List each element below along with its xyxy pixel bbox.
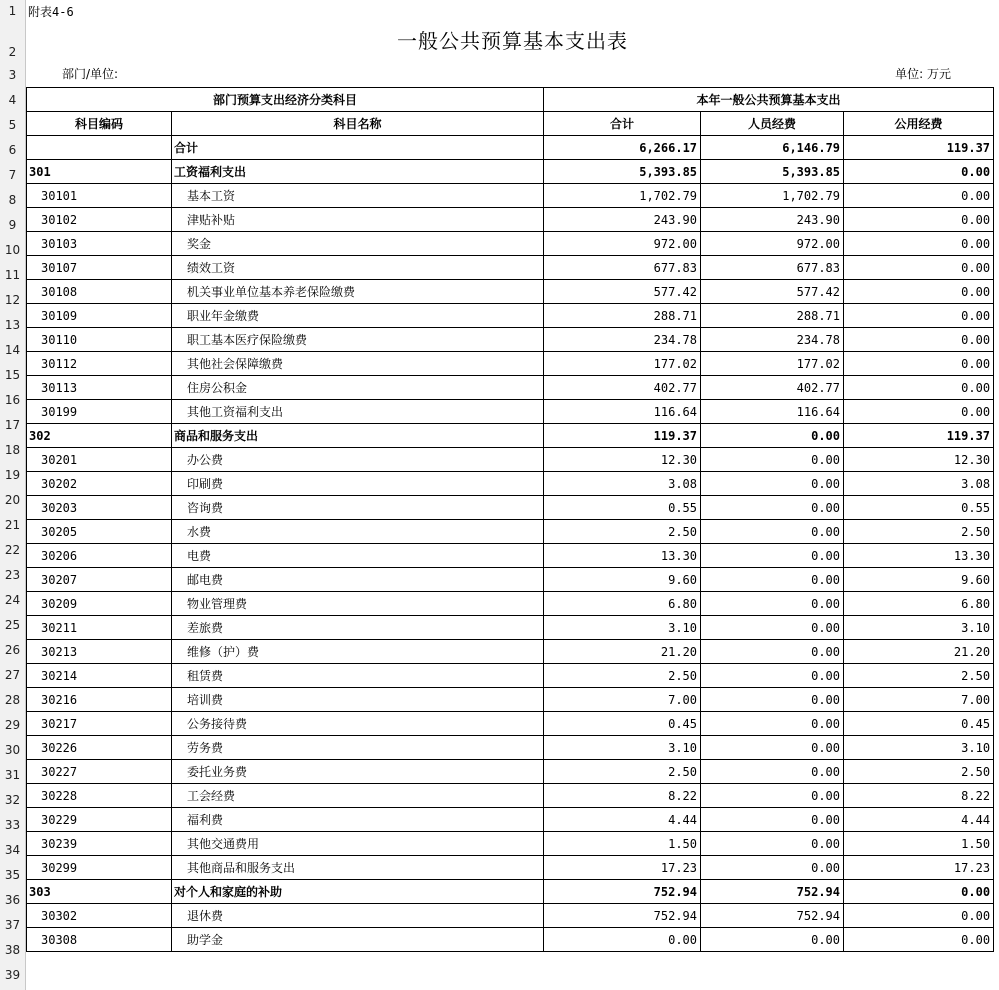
code-cell[interactable]: 30201 (27, 448, 172, 472)
header-row-columns (27, 112, 994, 136)
personnel-cell[interactable]: 0.00 (701, 640, 844, 664)
total-cell[interactable]: 677.83 (544, 256, 701, 280)
name-cell[interactable]: 职业年金缴费 (172, 304, 544, 328)
row-number[interactable]: 27 (4, 668, 21, 682)
name-cell[interactable]: 培训费 (172, 688, 544, 712)
budget-table (26, 87, 994, 952)
name-cell[interactable]: 工资福利支出 (172, 160, 544, 184)
personnel-cell[interactable]: 0.00 (701, 832, 844, 856)
name-cell[interactable]: 其他工资福利支出 (172, 400, 544, 424)
personnel-cell[interactable]: 752.94 (701, 880, 844, 904)
total-name-cell[interactable]: 合计 (172, 136, 544, 160)
total-cell[interactable]: 3.10 (544, 736, 701, 760)
table-row (27, 352, 994, 376)
personnel-cell[interactable]: 0.00 (701, 592, 844, 616)
row-number[interactable]: 5 (8, 118, 17, 132)
total-cell[interactable]: 2.50 (544, 520, 701, 544)
total-cell[interactable]: 2.50 (544, 664, 701, 688)
code-cell[interactable]: 30206 (27, 544, 172, 568)
name-cell[interactable]: 公务接待费 (172, 712, 544, 736)
personnel-cell[interactable]: 0.00 (701, 448, 844, 472)
code-cell[interactable]: 30226 (27, 736, 172, 760)
table-row (27, 448, 994, 472)
total-cell[interactable]: 972.00 (544, 232, 701, 256)
personnel-cell[interactable]: 0.00 (701, 928, 844, 952)
public-cell[interactable]: 1.50 (844, 832, 994, 856)
total-cell[interactable]: 752.94 (544, 880, 701, 904)
personnel-cell[interactable]: 752.94 (701, 904, 844, 928)
name-cell[interactable]: 福利费 (172, 808, 544, 832)
row-number[interactable]: 10 (4, 243, 21, 257)
name-cell[interactable]: 其他社会保障缴费 (172, 352, 544, 376)
name-cell[interactable]: 委托业务费 (172, 760, 544, 784)
code-cell[interactable]: 30107 (27, 256, 172, 280)
code-cell[interactable]: 30202 (27, 472, 172, 496)
name-cell[interactable]: 办公费 (172, 448, 544, 472)
personnel-cell[interactable]: 234.78 (701, 328, 844, 352)
total-cell[interactable]: 17.23 (544, 856, 701, 880)
public-cell[interactable]: 0.00 (844, 280, 994, 304)
row-number[interactable]: 13 (4, 318, 21, 332)
table-row (27, 736, 994, 760)
row-number[interactable]: 30 (4, 743, 21, 757)
code-cell[interactable]: 30101 (27, 184, 172, 208)
table-row (27, 568, 994, 592)
personnel-cell[interactable]: 0.00 (701, 568, 844, 592)
row-number[interactable]: 3 (8, 68, 17, 82)
row-number[interactable]: 15 (4, 368, 21, 382)
row-number[interactable]: 35 (4, 868, 21, 882)
name-cell[interactable]: 职工基本医疗保险缴费 (172, 328, 544, 352)
row-number[interactable]: 33 (4, 818, 21, 832)
public-cell[interactable]: 0.55 (844, 496, 994, 520)
table-row (27, 640, 994, 664)
row-number[interactable]: 22 (4, 543, 21, 557)
personnel-cell[interactable]: 0.00 (701, 688, 844, 712)
table-row (27, 472, 994, 496)
personnel-cell[interactable]: 402.77 (701, 376, 844, 400)
public-cell[interactable]: 6.80 (844, 592, 994, 616)
code-cell[interactable]: 30299 (27, 856, 172, 880)
table-row (27, 424, 994, 448)
table-row (27, 544, 994, 568)
table-row (27, 808, 994, 832)
code-cell[interactable]: 30213 (27, 640, 172, 664)
code-cell[interactable]: 302 (27, 424, 172, 448)
name-cell[interactable]: 物业管理费 (172, 592, 544, 616)
code-cell[interactable]: 30199 (27, 400, 172, 424)
code-cell[interactable]: 30239 (27, 832, 172, 856)
personnel-cell[interactable]: 0.00 (701, 496, 844, 520)
total-cell[interactable]: 0.45 (544, 712, 701, 736)
code-cell[interactable]: 30211 (27, 616, 172, 640)
total-cell[interactable]: 234.78 (544, 328, 701, 352)
row-number[interactable]: 26 (4, 643, 21, 657)
row-number[interactable]: 28 (4, 693, 21, 707)
public-cell[interactable]: 4.44 (844, 808, 994, 832)
row-number[interactable]: 21 (4, 518, 21, 532)
code-cell[interactable]: 30203 (27, 496, 172, 520)
total-cell[interactable]: 8.22 (544, 784, 701, 808)
personnel-cell[interactable]: 0.00 (701, 472, 844, 496)
row-number[interactable]: 24 (4, 593, 21, 607)
row-number[interactable]: 23 (4, 568, 21, 582)
name-cell[interactable]: 劳务费 (172, 736, 544, 760)
total-cell[interactable]: 288.71 (544, 304, 701, 328)
code-cell[interactable]: 30227 (27, 760, 172, 784)
total-cell[interactable]: 1,702.79 (544, 184, 701, 208)
total-cell[interactable]: 5,393.85 (544, 160, 701, 184)
public-cell[interactable]: 119.37 (844, 424, 994, 448)
table-row (27, 184, 994, 208)
personnel-cell[interactable]: 243.90 (701, 208, 844, 232)
public-cell[interactable]: 17.23 (844, 856, 994, 880)
name-cell[interactable]: 其他交通费用 (172, 832, 544, 856)
personnel-cell[interactable]: 116.64 (701, 400, 844, 424)
table-row (27, 496, 994, 520)
name-cell[interactable]: 工会经费 (172, 784, 544, 808)
table-row (27, 760, 994, 784)
personnel-cell[interactable]: 1,702.79 (701, 184, 844, 208)
public-cell[interactable]: 0.00 (844, 256, 994, 280)
total-cell[interactable]: 0.00 (544, 928, 701, 952)
name-cell[interactable]: 差旅费 (172, 616, 544, 640)
row-number[interactable]: 2 (8, 45, 17, 59)
code-cell[interactable]: 303 (27, 880, 172, 904)
personnel-cell[interactable]: 288.71 (701, 304, 844, 328)
code-cell[interactable]: 30229 (27, 808, 172, 832)
row-number[interactable]: 4 (8, 93, 17, 107)
code-cell[interactable]: 301 (27, 160, 172, 184)
row-number[interactable]: 9 (8, 218, 17, 232)
public-cell[interactable]: 0.00 (844, 184, 994, 208)
unit-label: 单位: 万元 (895, 67, 951, 81)
public-cell[interactable]: 7.00 (844, 688, 994, 712)
code-cell[interactable]: 30102 (27, 208, 172, 232)
public-cell[interactable]: 0.00 (844, 304, 994, 328)
total-cell[interactable]: 119.37 (544, 424, 701, 448)
row-number[interactable]: 29 (4, 718, 21, 732)
public-cell[interactable]: 3.10 (844, 736, 994, 760)
public-cell[interactable]: 13.30 (844, 544, 994, 568)
table-row (27, 376, 994, 400)
total-cell[interactable]: 4.44 (544, 808, 701, 832)
name-cell[interactable]: 维修（护）费 (172, 640, 544, 664)
personnel-cell[interactable]: 677.83 (701, 256, 844, 280)
table-row (27, 280, 994, 304)
row-number[interactable]: 20 (4, 493, 21, 507)
total-cell[interactable]: 177.02 (544, 352, 701, 376)
table-row (27, 304, 994, 328)
code-cell[interactable]: 30216 (27, 688, 172, 712)
name-cell[interactable]: 退休费 (172, 904, 544, 928)
public-cell[interactable]: 0.00 (844, 328, 994, 352)
total-cell[interactable]: 752.94 (544, 904, 701, 928)
name-cell[interactable]: 水费 (172, 520, 544, 544)
total-cell[interactable]: 3.10 (544, 616, 701, 640)
personnel-cell[interactable]: 0.00 (701, 424, 844, 448)
row-number[interactable]: 16 (4, 393, 21, 407)
row-number[interactable]: 7 (8, 168, 17, 182)
code-cell[interactable]: 30214 (27, 664, 172, 688)
table-row (27, 616, 994, 640)
name-cell[interactable]: 印刷费 (172, 472, 544, 496)
public-cell[interactable]: 0.00 (844, 400, 994, 424)
row-number[interactable]: 36 (4, 893, 21, 907)
name-cell[interactable]: 奖金 (172, 232, 544, 256)
page-title: 一般公共预算基本支出表 (397, 29, 628, 53)
personnel-cell[interactable]: 0.00 (701, 544, 844, 568)
table-row (27, 256, 994, 280)
public-cell[interactable]: 3.08 (844, 472, 994, 496)
total-cell[interactable]: 7.00 (544, 688, 701, 712)
row-number[interactable]: 8 (8, 193, 17, 207)
row-number[interactable]: 17 (4, 418, 21, 432)
total-cell[interactable]: 3.08 (544, 472, 701, 496)
public-cell[interactable]: 0.00 (844, 232, 994, 256)
public-cell[interactable]: 0.00 (844, 376, 994, 400)
public-cell[interactable]: 0.00 (844, 904, 994, 928)
table-row (27, 784, 994, 808)
header-name[interactable]: 科目名称 (172, 112, 544, 136)
row-number[interactable]: 1 (8, 4, 17, 18)
total-public-cell[interactable]: 119.37 (844, 136, 994, 160)
personnel-cell[interactable]: 0.00 (701, 808, 844, 832)
name-cell[interactable]: 咨询费 (172, 496, 544, 520)
public-cell[interactable]: 2.50 (844, 520, 994, 544)
row-number[interactable]: 12 (4, 293, 21, 307)
row-number[interactable]: 37 (4, 918, 21, 932)
attachment-note: 附表4-6 (28, 5, 74, 19)
header-basic-expenditure[interactable]: 本年一般公共预算基本支出 (544, 88, 994, 112)
code-cell[interactable]: 30228 (27, 784, 172, 808)
code-cell[interactable]: 30109 (27, 304, 172, 328)
row-number[interactable]: 18 (4, 443, 21, 457)
public-cell[interactable]: 9.60 (844, 568, 994, 592)
name-cell[interactable]: 绩效工资 (172, 256, 544, 280)
public-cell[interactable]: 8.22 (844, 784, 994, 808)
header-row-group (27, 88, 994, 112)
header-total[interactable]: 合计 (544, 112, 701, 136)
code-cell[interactable]: 30103 (27, 232, 172, 256)
department-label: 部门/单位: (62, 67, 119, 81)
code-cell[interactable]: 30110 (27, 328, 172, 352)
public-cell[interactable]: 0.00 (844, 160, 994, 184)
name-cell[interactable]: 助学金 (172, 928, 544, 952)
table-row (27, 904, 994, 928)
table-row (27, 208, 994, 232)
row-number[interactable]: 19 (4, 468, 21, 482)
personnel-cell[interactable]: 0.00 (701, 856, 844, 880)
spreadsheet-sheet (26, 0, 999, 990)
row-number[interactable]: 25 (4, 618, 21, 632)
header-economic-classification[interactable]: 部门预算支出经济分类科目 (27, 88, 544, 112)
personnel-cell[interactable]: 177.02 (701, 352, 844, 376)
public-cell[interactable]: 3.10 (844, 616, 994, 640)
name-cell[interactable]: 对个人和家庭的补助 (172, 880, 544, 904)
code-cell[interactable]: 30302 (27, 904, 172, 928)
name-cell[interactable]: 租赁费 (172, 664, 544, 688)
table-row (27, 880, 994, 904)
code-cell[interactable]: 30308 (27, 928, 172, 952)
public-cell[interactable]: 0.00 (844, 208, 994, 232)
name-cell[interactable]: 商品和服务支出 (172, 424, 544, 448)
public-cell[interactable]: 21.20 (844, 640, 994, 664)
code-cell[interactable]: 30112 (27, 352, 172, 376)
personnel-cell[interactable]: 0.00 (701, 760, 844, 784)
table-row (27, 328, 994, 352)
total-cell[interactable]: 577.42 (544, 280, 701, 304)
public-cell[interactable]: 2.50 (844, 664, 994, 688)
row-number[interactable]: 38 (4, 943, 21, 957)
row-number[interactable]: 14 (4, 343, 21, 357)
total-cell[interactable]: 6.80 (544, 592, 701, 616)
total-cell[interactable]: 13.30 (544, 544, 701, 568)
row-number[interactable]: 11 (4, 268, 21, 282)
personnel-cell[interactable]: 5,393.85 (701, 160, 844, 184)
table-row (27, 664, 994, 688)
row-number[interactable]: 32 (4, 793, 21, 807)
total-cell[interactable]: 243.90 (544, 208, 701, 232)
code-cell[interactable]: 30205 (27, 520, 172, 544)
personnel-cell[interactable]: 0.00 (701, 712, 844, 736)
public-cell[interactable]: 0.00 (844, 928, 994, 952)
total-cell[interactable]: 12.30 (544, 448, 701, 472)
code-cell[interactable]: 30207 (27, 568, 172, 592)
personnel-cell[interactable]: 0.00 (701, 616, 844, 640)
name-cell[interactable]: 其他商品和服务支出 (172, 856, 544, 880)
total-cell[interactable]: 21.20 (544, 640, 701, 664)
personnel-cell[interactable]: 0.00 (701, 736, 844, 760)
total-personnel-cell[interactable]: 6,146.79 (701, 136, 844, 160)
personnel-cell[interactable]: 972.00 (701, 232, 844, 256)
name-cell[interactable]: 基本工资 (172, 184, 544, 208)
row-number[interactable]: 39 (4, 968, 21, 982)
name-cell[interactable]: 机关事业单位基本养老保险缴费 (172, 280, 544, 304)
row-number[interactable]: 34 (4, 843, 21, 857)
code-cell[interactable]: 30217 (27, 712, 172, 736)
code-cell[interactable]: 30108 (27, 280, 172, 304)
total-cell[interactable]: 9.60 (544, 568, 701, 592)
name-cell[interactable]: 邮电费 (172, 568, 544, 592)
public-cell[interactable]: 0.00 (844, 352, 994, 376)
table-row (27, 592, 994, 616)
code-cell[interactable]: 30113 (27, 376, 172, 400)
row-number[interactable]: 6 (8, 143, 17, 157)
personnel-cell[interactable]: 0.00 (701, 520, 844, 544)
name-cell[interactable]: 住房公积金 (172, 376, 544, 400)
header-public[interactable]: 公用经费 (844, 112, 994, 136)
table-row (27, 232, 994, 256)
header-personnel[interactable]: 人员经费 (701, 112, 844, 136)
personnel-cell[interactable]: 0.00 (701, 664, 844, 688)
table-row (27, 712, 994, 736)
public-cell[interactable]: 0.00 (844, 880, 994, 904)
total-cell[interactable]: 402.77 (544, 376, 701, 400)
total-total-cell[interactable]: 6,266.17 (544, 136, 701, 160)
table-row (27, 400, 994, 424)
total-row (27, 136, 994, 160)
header-code[interactable]: 科目编码 (27, 112, 172, 136)
row-number-gutter (0, 0, 26, 990)
name-cell[interactable]: 津贴补贴 (172, 208, 544, 232)
personnel-cell[interactable]: 0.00 (701, 784, 844, 808)
table-row (27, 688, 994, 712)
name-cell[interactable]: 电费 (172, 544, 544, 568)
table-row (27, 160, 994, 184)
public-cell[interactable]: 0.45 (844, 712, 994, 736)
public-cell[interactable]: 12.30 (844, 448, 994, 472)
total-cell[interactable]: 1.50 (544, 832, 701, 856)
row-number[interactable]: 31 (4, 768, 21, 782)
total-cell[interactable]: 0.55 (544, 496, 701, 520)
table-row (27, 520, 994, 544)
personnel-cell[interactable]: 577.42 (701, 280, 844, 304)
public-cell[interactable]: 2.50 (844, 760, 994, 784)
table-row (27, 928, 994, 952)
table-row (27, 832, 994, 856)
table-row (27, 856, 994, 880)
total-code-cell[interactable] (27, 136, 172, 160)
total-cell[interactable]: 2.50 (544, 760, 701, 784)
code-cell[interactable]: 30209 (27, 592, 172, 616)
total-cell[interactable]: 116.64 (544, 400, 701, 424)
